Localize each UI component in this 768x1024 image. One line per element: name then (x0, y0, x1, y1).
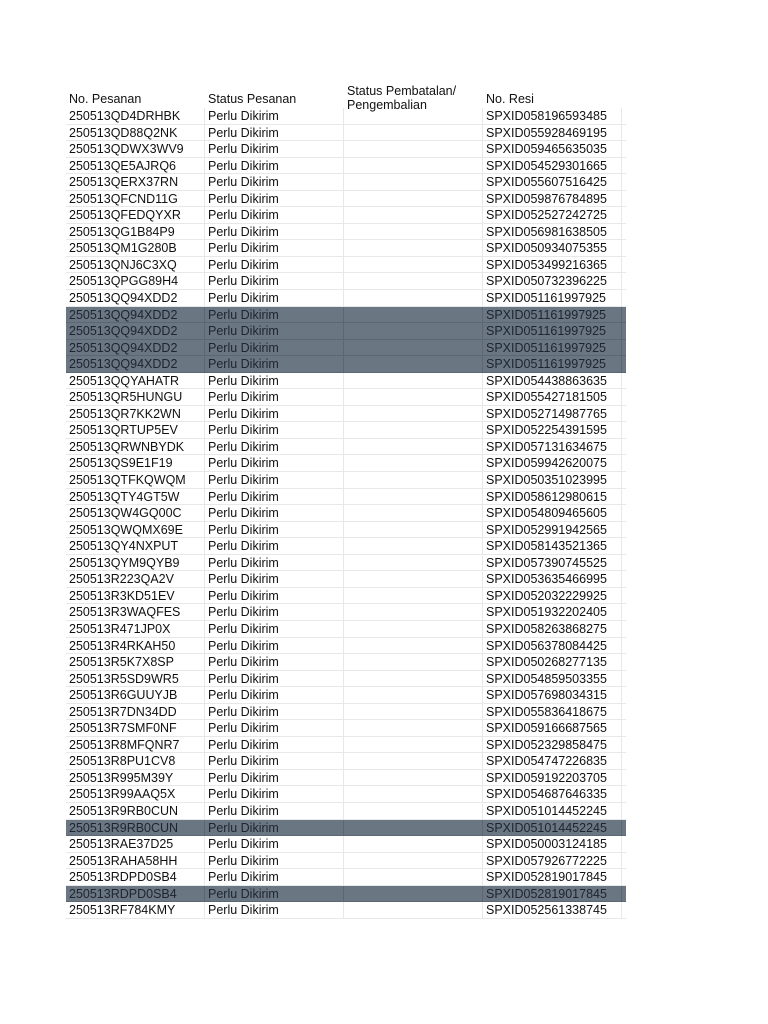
cancel-status-cell[interactable] (344, 257, 483, 273)
table-row[interactable] (66, 654, 626, 671)
order-no-cell[interactable]: 250513QDWX3WV9 (66, 141, 205, 157)
order-no-cell[interactable]: 250513R3KD51EV (66, 588, 205, 604)
order-no-cell[interactable]: 250513QERX37RN (66, 174, 205, 190)
status-cell[interactable]: Perlu Dikirim (205, 555, 344, 571)
order-no-cell[interactable]: 250513R99AAQ5X (66, 786, 205, 802)
order-no-cell[interactable]: 250513QPGG89H4 (66, 273, 205, 289)
header-cancel-status-line1: Status Pembatalan/ (347, 84, 457, 98)
receipt-no-cell[interactable]: SPXID050268277135 (483, 654, 622, 670)
table-header (66, 84, 626, 112)
table-row[interactable] (66, 853, 626, 870)
cancel-status-cell[interactable] (344, 455, 483, 471)
status-cell[interactable]: Perlu Dikirim (205, 571, 344, 587)
receipt-no-cell[interactable]: SPXID057131634675 (483, 439, 622, 455)
table-row[interactable] (66, 704, 626, 721)
cancel-status-cell[interactable] (344, 191, 483, 207)
table-row[interactable] (66, 472, 626, 489)
table-row[interactable] (66, 373, 626, 390)
table-row[interactable] (66, 422, 626, 439)
receipt-no-cell[interactable]: SPXID057390745525 (483, 555, 622, 571)
order-no-cell[interactable]: 250513QQ94XDD2 (66, 290, 205, 306)
status-cell[interactable]: Perlu Dikirim (205, 820, 344, 836)
table-row[interactable] (66, 389, 626, 406)
table-row[interactable] (66, 307, 626, 324)
table-row[interactable] (66, 538, 626, 555)
receipt-no-cell[interactable]: SPXID050351023995 (483, 472, 622, 488)
order-no-cell[interactable]: 250513R471JP0X (66, 621, 205, 637)
cancel-status-cell[interactable] (344, 753, 483, 769)
table-row[interactable] (66, 174, 626, 191)
cancel-status-cell[interactable] (344, 389, 483, 405)
cancel-status-cell[interactable] (344, 786, 483, 802)
cancel-status-cell[interactable] (344, 373, 483, 389)
status-cell[interactable]: Perlu Dikirim (205, 638, 344, 654)
receipt-no-cell[interactable]: SPXID051161997925 (483, 323, 622, 339)
order-no-cell[interactable]: 250513RDPD0SB4 (66, 886, 205, 902)
order-no-cell[interactable]: 250513R4RKAH50 (66, 638, 205, 654)
table-row[interactable] (66, 786, 626, 803)
cancel-status-cell[interactable] (344, 307, 483, 323)
table-row[interactable] (66, 455, 626, 472)
status-cell[interactable]: Perlu Dikirim (205, 505, 344, 521)
order-no-cell[interactable]: 250513QQ94XDD2 (66, 307, 205, 323)
cancel-status-cell[interactable] (344, 538, 483, 554)
status-cell[interactable]: Perlu Dikirim (205, 902, 344, 918)
order-no-cell[interactable]: 250513RDPD0SB4 (66, 869, 205, 885)
receipt-no-cell[interactable]: SPXID052329858475 (483, 737, 622, 753)
order-no-cell[interactable]: 250513QTY4GT5W (66, 489, 205, 505)
cancel-status-cell[interactable] (344, 240, 483, 256)
order-no-cell[interactable]: 250513QYM9QYB9 (66, 555, 205, 571)
order-no-cell[interactable]: 250513R7SMF0NF (66, 720, 205, 736)
cancel-status-cell[interactable] (344, 489, 483, 505)
order-no-cell[interactable]: 250513R995M39Y (66, 770, 205, 786)
table-row[interactable] (66, 720, 626, 737)
status-cell[interactable]: Perlu Dikirim (205, 720, 344, 736)
order-no-cell[interactable]: 250513QM1G280B (66, 240, 205, 256)
table-row[interactable] (66, 770, 626, 787)
receipt-no-cell[interactable]: SPXID054438863635 (483, 373, 622, 389)
receipt-no-cell[interactable]: SPXID054809465605 (483, 505, 622, 521)
order-no-cell[interactable]: 250513QQ94XDD2 (66, 323, 205, 339)
cancel-status-cell[interactable] (344, 555, 483, 571)
order-no-cell[interactable]: 250513QWQMX69E (66, 522, 205, 538)
receipt-no-cell[interactable]: SPXID051932202405 (483, 604, 622, 620)
receipt-no-cell[interactable]: SPXID058143521365 (483, 538, 622, 554)
table-row[interactable] (66, 902, 626, 919)
order-no-cell[interactable]: 250513QW4GQ00C (66, 505, 205, 521)
order-no-cell[interactable]: 250513RF784KMY (66, 902, 205, 918)
status-cell[interactable]: Perlu Dikirim (205, 207, 344, 223)
table-row[interactable] (66, 273, 626, 290)
status-cell[interactable]: Perlu Dikirim (205, 704, 344, 720)
order-no-cell[interactable]: 250513QS9E1F19 (66, 455, 205, 471)
order-no-cell[interactable]: 250513R8MFQNR7 (66, 737, 205, 753)
table-row[interactable] (66, 340, 626, 357)
cancel-status-cell[interactable] (344, 125, 483, 141)
status-cell[interactable]: Perlu Dikirim (205, 307, 344, 323)
receipt-no-cell[interactable]: SPXID051161997925 (483, 290, 622, 306)
status-cell[interactable]: Perlu Dikirim (205, 522, 344, 538)
table-row[interactable] (66, 638, 626, 655)
cancel-status-cell[interactable] (344, 273, 483, 289)
status-cell[interactable]: Perlu Dikirim (205, 455, 344, 471)
order-no-cell[interactable]: 250513R3WAQFES (66, 604, 205, 620)
table-row[interactable] (66, 489, 626, 506)
header-order-no: No. Pesanan (69, 92, 142, 106)
order-no-cell[interactable]: 250513R5SD9WR5 (66, 671, 205, 687)
receipt-no-cell[interactable]: SPXID050732396225 (483, 273, 622, 289)
table-row[interactable] (66, 158, 626, 175)
receipt-no-cell[interactable]: SPXID055836418675 (483, 704, 622, 720)
status-cell[interactable]: Perlu Dikirim (205, 191, 344, 207)
receipt-no-cell[interactable]: SPXID054529301665 (483, 158, 622, 174)
table-row[interactable] (66, 240, 626, 257)
status-cell[interactable]: Perlu Dikirim (205, 836, 344, 852)
receipt-no-cell[interactable]: SPXID052714987765 (483, 406, 622, 422)
receipt-no-cell[interactable]: SPXID053635466995 (483, 571, 622, 587)
receipt-no-cell[interactable]: SPXID051161997925 (483, 307, 622, 323)
cancel-status-cell[interactable] (344, 770, 483, 786)
status-cell[interactable]: Perlu Dikirim (205, 141, 344, 157)
status-cell[interactable]: Perlu Dikirim (205, 853, 344, 869)
receipt-no-cell[interactable]: SPXID054747226835 (483, 753, 622, 769)
status-cell[interactable]: Perlu Dikirim (205, 489, 344, 505)
order-no-cell[interactable]: 250513R5K7X8SP (66, 654, 205, 670)
table-row[interactable] (66, 108, 626, 125)
status-cell[interactable]: Perlu Dikirim (205, 290, 344, 306)
receipt-no-cell[interactable]: SPXID050003124185 (483, 836, 622, 852)
order-no-cell[interactable]: 250513QR7KK2WN (66, 406, 205, 422)
receipt-no-cell[interactable]: SPXID057698034315 (483, 687, 622, 703)
order-no-cell[interactable]: 250513R9RB0CUN (66, 803, 205, 819)
table-row[interactable] (66, 753, 626, 770)
table-body (66, 108, 626, 919)
cancel-status-cell[interactable] (344, 224, 483, 240)
status-cell[interactable]: Perlu Dikirim (205, 654, 344, 670)
cancel-status-cell[interactable] (344, 158, 483, 174)
order-no-cell[interactable]: 250513QFEDQYXR (66, 207, 205, 223)
receipt-no-cell[interactable]: SPXID051161997925 (483, 356, 622, 372)
status-cell[interactable]: Perlu Dikirim (205, 671, 344, 687)
cancel-status-cell[interactable] (344, 323, 483, 339)
status-cell[interactable]: Perlu Dikirim (205, 439, 344, 455)
receipt-no-cell[interactable]: SPXID055928469195 (483, 125, 622, 141)
receipt-no-cell[interactable]: SPXID059465635035 (483, 141, 622, 157)
order-no-cell[interactable]: 250513QNJ6C3XQ (66, 257, 205, 273)
order-no-cell[interactable]: 250513R7DN34DD (66, 704, 205, 720)
receipt-no-cell[interactable]: SPXID058612980615 (483, 489, 622, 505)
status-cell[interactable]: Perlu Dikirim (205, 869, 344, 885)
status-cell[interactable]: Perlu Dikirim (205, 770, 344, 786)
cancel-status-cell[interactable] (344, 439, 483, 455)
receipt-no-cell[interactable]: SPXID055427181505 (483, 389, 622, 405)
receipt-no-cell[interactable]: SPXID052561338745 (483, 902, 622, 918)
status-cell[interactable]: Perlu Dikirim (205, 224, 344, 240)
order-no-cell[interactable]: 250513QRWNBYDK (66, 439, 205, 455)
table-row[interactable] (66, 671, 626, 688)
cancel-status-cell[interactable] (344, 720, 483, 736)
order-no-cell[interactable]: 250513QRTUP5EV (66, 422, 205, 438)
table-row[interactable] (66, 737, 626, 754)
table-row[interactable] (66, 224, 626, 241)
status-cell[interactable]: Perlu Dikirim (205, 687, 344, 703)
status-cell[interactable]: Perlu Dikirim (205, 753, 344, 769)
receipt-no-cell[interactable]: SPXID052991942565 (483, 522, 622, 538)
cancel-status-cell[interactable] (344, 687, 483, 703)
cancel-status-cell[interactable] (344, 836, 483, 852)
cancel-status-cell[interactable] (344, 869, 483, 885)
table-row[interactable] (66, 555, 626, 572)
order-no-cell[interactable]: 250513QQ94XDD2 (66, 356, 205, 372)
receipt-no-cell[interactable]: SPXID059192203705 (483, 770, 622, 786)
order-no-cell[interactable]: 250513QE5AJRQ6 (66, 158, 205, 174)
header-cancel-status-line2: Pengembalian (347, 98, 427, 112)
receipt-no-cell[interactable]: SPXID056981638505 (483, 224, 622, 240)
receipt-no-cell[interactable]: SPXID053499216365 (483, 257, 622, 273)
table-row[interactable] (66, 290, 626, 307)
status-cell[interactable]: Perlu Dikirim (205, 125, 344, 141)
cancel-status-cell[interactable] (344, 174, 483, 190)
cancel-status-cell[interactable] (344, 671, 483, 687)
table-row[interactable] (66, 141, 626, 158)
status-cell[interactable]: Perlu Dikirim (205, 240, 344, 256)
cancel-status-cell[interactable] (344, 737, 483, 753)
cancel-status-cell[interactable] (344, 571, 483, 587)
table-row[interactable] (66, 207, 626, 224)
receipt-no-cell[interactable]: SPXID052032229925 (483, 588, 622, 604)
status-cell[interactable]: Perlu Dikirim (205, 340, 344, 356)
status-cell[interactable]: Perlu Dikirim (205, 803, 344, 819)
cancel-status-cell[interactable] (344, 422, 483, 438)
cancel-status-cell[interactable] (344, 588, 483, 604)
order-no-cell[interactable]: 250513R8PU1CV8 (66, 753, 205, 769)
status-cell[interactable]: Perlu Dikirim (205, 886, 344, 902)
header-order-status: Status Pesanan (208, 92, 297, 106)
receipt-no-cell[interactable]: SPXID052819017845 (483, 869, 622, 885)
status-cell[interactable]: Perlu Dikirim (205, 389, 344, 405)
cancel-status-cell[interactable] (344, 902, 483, 918)
order-no-cell[interactable]: 250513RAE37D25 (66, 836, 205, 852)
table-row[interactable] (66, 820, 626, 837)
table-row[interactable] (66, 125, 626, 142)
table-row[interactable] (66, 588, 626, 605)
status-cell[interactable]: Perlu Dikirim (205, 472, 344, 488)
receipt-no-cell[interactable]: SPXID056378084425 (483, 638, 622, 654)
cancel-status-cell[interactable] (344, 340, 483, 356)
cancel-status-cell[interactable] (344, 853, 483, 869)
cancel-status-cell[interactable] (344, 406, 483, 422)
status-cell[interactable]: Perlu Dikirim (205, 108, 344, 124)
order-no-cell[interactable]: 250513QQYAHATR (66, 373, 205, 389)
table-row[interactable] (66, 621, 626, 638)
table-row[interactable] (66, 803, 626, 820)
order-no-cell[interactable]: 250513RAHA58HH (66, 853, 205, 869)
table-row[interactable] (66, 869, 626, 886)
table-row[interactable] (66, 257, 626, 274)
table-row[interactable] (66, 571, 626, 588)
cancel-status-cell[interactable] (344, 621, 483, 637)
table-row[interactable] (66, 356, 626, 373)
table-row[interactable] (66, 522, 626, 539)
cancel-status-cell[interactable] (344, 704, 483, 720)
order-no-cell[interactable]: 250513R6GUUYJB (66, 687, 205, 703)
receipt-no-cell[interactable]: SPXID059876784895 (483, 191, 622, 207)
receipt-no-cell[interactable]: SPXID051014452245 (483, 803, 622, 819)
status-cell[interactable]: Perlu Dikirim (205, 174, 344, 190)
status-cell[interactable]: Perlu Dikirim (205, 422, 344, 438)
receipt-no-cell[interactable]: SPXID054687646335 (483, 786, 622, 802)
cancel-status-cell[interactable] (344, 207, 483, 223)
order-no-cell[interactable]: 250513R9RB0CUN (66, 820, 205, 836)
order-no-cell[interactable]: 250513QD4DRHBK (66, 108, 205, 124)
order-no-cell[interactable]: 250513QY4NXPUT (66, 538, 205, 554)
status-cell[interactable]: Perlu Dikirim (205, 158, 344, 174)
receipt-no-cell[interactable]: SPXID059942620075 (483, 455, 622, 471)
receipt-no-cell[interactable]: SPXID054859503355 (483, 671, 622, 687)
receipt-no-cell[interactable]: SPXID052819017845 (483, 886, 622, 902)
order-no-cell[interactable]: 250513QG1B84P9 (66, 224, 205, 240)
cancel-status-cell[interactable] (344, 522, 483, 538)
order-no-cell[interactable]: 250513QD88Q2NK (66, 125, 205, 141)
table-row[interactable] (66, 886, 626, 903)
cancel-status-cell[interactable] (344, 654, 483, 670)
orders-sheet (66, 84, 626, 919)
status-cell[interactable]: Perlu Dikirim (205, 406, 344, 422)
receipt-no-cell[interactable]: SPXID052254391595 (483, 422, 622, 438)
table-row[interactable] (66, 323, 626, 340)
cancel-status-cell[interactable] (344, 638, 483, 654)
status-cell[interactable]: Perlu Dikirim (205, 786, 344, 802)
order-no-cell[interactable]: 250513QFCND11G (66, 191, 205, 207)
cancel-status-cell[interactable] (344, 604, 483, 620)
table-row[interactable] (66, 836, 626, 853)
order-no-cell[interactable]: 250513R223QA2V (66, 571, 205, 587)
cancel-status-cell[interactable] (344, 803, 483, 819)
status-cell[interactable]: Perlu Dikirim (205, 356, 344, 372)
status-cell[interactable]: Perlu Dikirim (205, 373, 344, 389)
status-cell[interactable]: Perlu Dikirim (205, 323, 344, 339)
cancel-status-cell[interactable] (344, 290, 483, 306)
order-no-cell[interactable]: 250513QR5HUNGU (66, 389, 205, 405)
receipt-no-cell[interactable]: SPXID057926772225 (483, 853, 622, 869)
order-no-cell[interactable]: 250513QTFKQWQM (66, 472, 205, 488)
cancel-status-cell[interactable] (344, 108, 483, 124)
status-cell[interactable]: Perlu Dikirim (205, 273, 344, 289)
status-cell[interactable]: Perlu Dikirim (205, 588, 344, 604)
status-cell[interactable]: Perlu Dikirim (205, 257, 344, 273)
table-row[interactable] (66, 687, 626, 704)
cancel-status-cell[interactable] (344, 472, 483, 488)
receipt-no-cell[interactable]: SPXID055607516425 (483, 174, 622, 190)
table-row[interactable] (66, 406, 626, 423)
receipt-no-cell[interactable]: SPXID058263868275 (483, 621, 622, 637)
table-row[interactable] (66, 439, 626, 456)
cancel-status-cell[interactable] (344, 886, 483, 902)
receipt-no-cell[interactable]: SPXID059166687565 (483, 720, 622, 736)
table-row[interactable] (66, 505, 626, 522)
status-cell[interactable]: Perlu Dikirim (205, 604, 344, 620)
cancel-status-cell[interactable] (344, 356, 483, 372)
table-row[interactable] (66, 191, 626, 208)
table-row[interactable] (66, 604, 626, 621)
receipt-no-cell[interactable]: SPXID051014452245 (483, 820, 622, 836)
header-receipt-no: No. Resi (486, 92, 534, 106)
receipt-no-cell[interactable]: SPXID058196593485 (483, 108, 622, 124)
order-no-cell[interactable]: 250513QQ94XDD2 (66, 340, 205, 356)
receipt-no-cell[interactable]: SPXID051161997925 (483, 340, 622, 356)
cancel-status-cell[interactable] (344, 820, 483, 836)
receipt-no-cell[interactable]: SPXID050934075355 (483, 240, 622, 256)
status-cell[interactable]: Perlu Dikirim (205, 538, 344, 554)
status-cell[interactable]: Perlu Dikirim (205, 621, 344, 637)
receipt-no-cell[interactable]: SPXID052527242725 (483, 207, 622, 223)
cancel-status-cell[interactable] (344, 141, 483, 157)
status-cell[interactable]: Perlu Dikirim (205, 737, 344, 753)
cancel-status-cell[interactable] (344, 505, 483, 521)
